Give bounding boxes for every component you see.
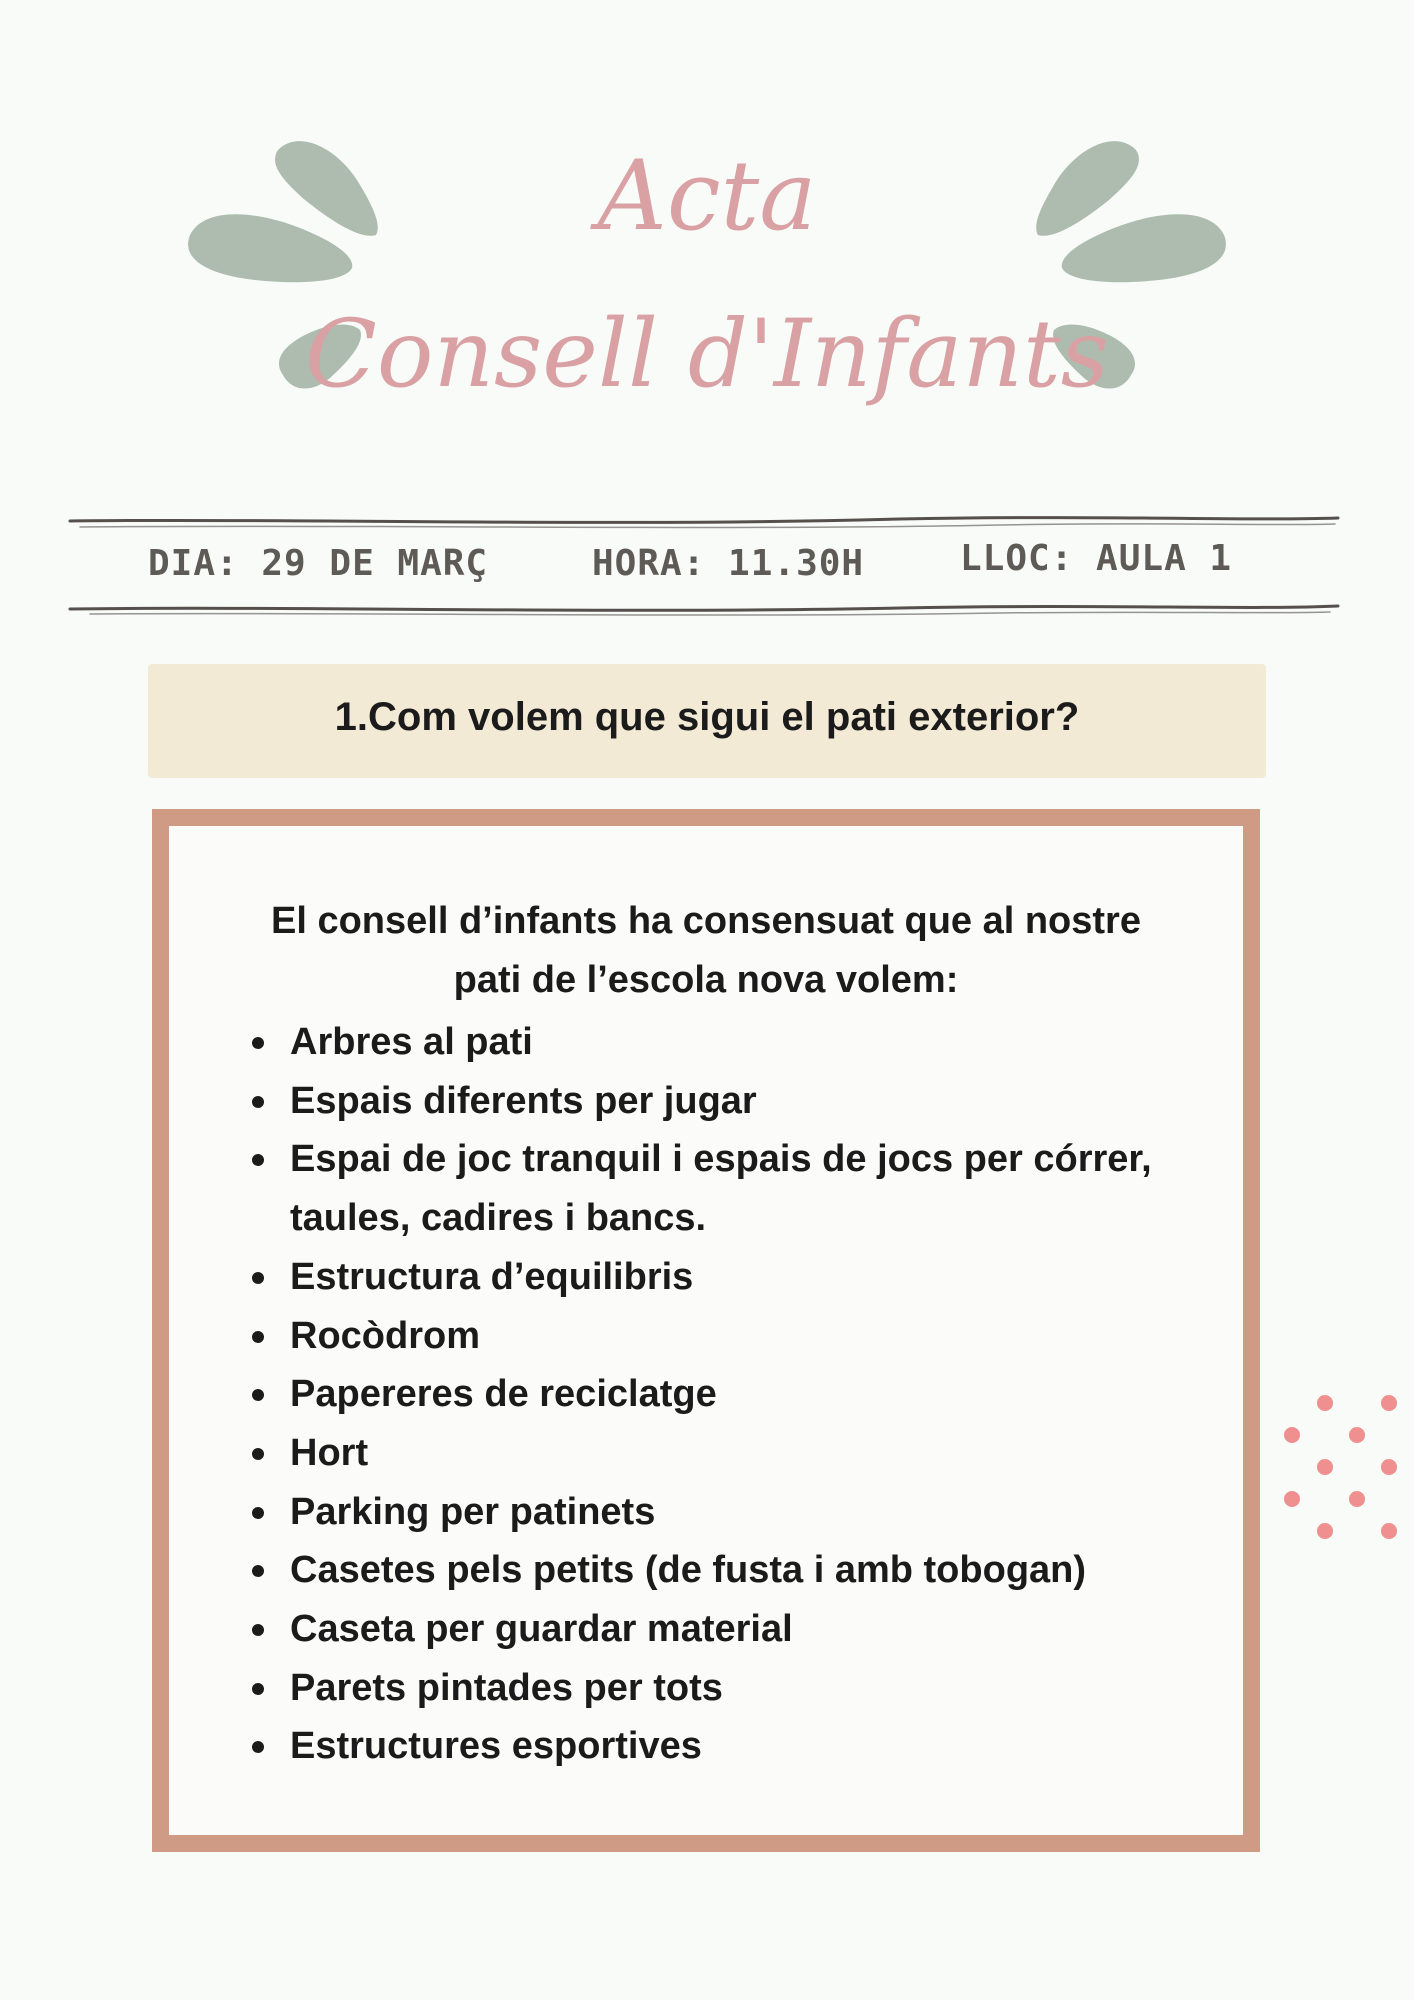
intro-line-2: pati de l’escola nova volem: [453,959,959,1001]
title-acta: Acta [597,140,817,252]
meta-date: DIA: 29 DE MARÇ [148,543,489,584]
list-item: Parets pintades per tots [290,1659,1230,1718]
list-item: Espais diferents per jugar [290,1072,1230,1131]
list-item: Estructura d’equilibris [290,1248,1230,1307]
question-heading: 1.Com volem que sigui el pati exterior? [334,695,1080,739]
list-item: Hort [290,1424,1230,1483]
list-item: Espai de joc tranquil i espais de jocs per córrer, taules, cadires i bancs. [290,1130,1230,1247]
list-item: Arbres al pati [290,1013,1230,1072]
meta-place: LLOC: AULA 1 [960,538,1233,579]
title-consell-dinfants: Consell d'Infants [304,300,1109,409]
intro-line-1: El consell d’infants ha consensuat que al nostre [271,900,1141,942]
list-item: Estructures esportives [290,1717,1230,1776]
list-item: Caseta per guardar material [290,1600,1230,1659]
list-item: Casetes pels petits (de fusta i amb tobogan) [290,1541,1230,1600]
list-item: Parking per patinets [290,1483,1230,1542]
meta-time: HORA: 11.30H [592,543,865,584]
list-item: Rocòdrom [290,1307,1230,1366]
list-item: Papereres de reciclatge [290,1365,1230,1424]
